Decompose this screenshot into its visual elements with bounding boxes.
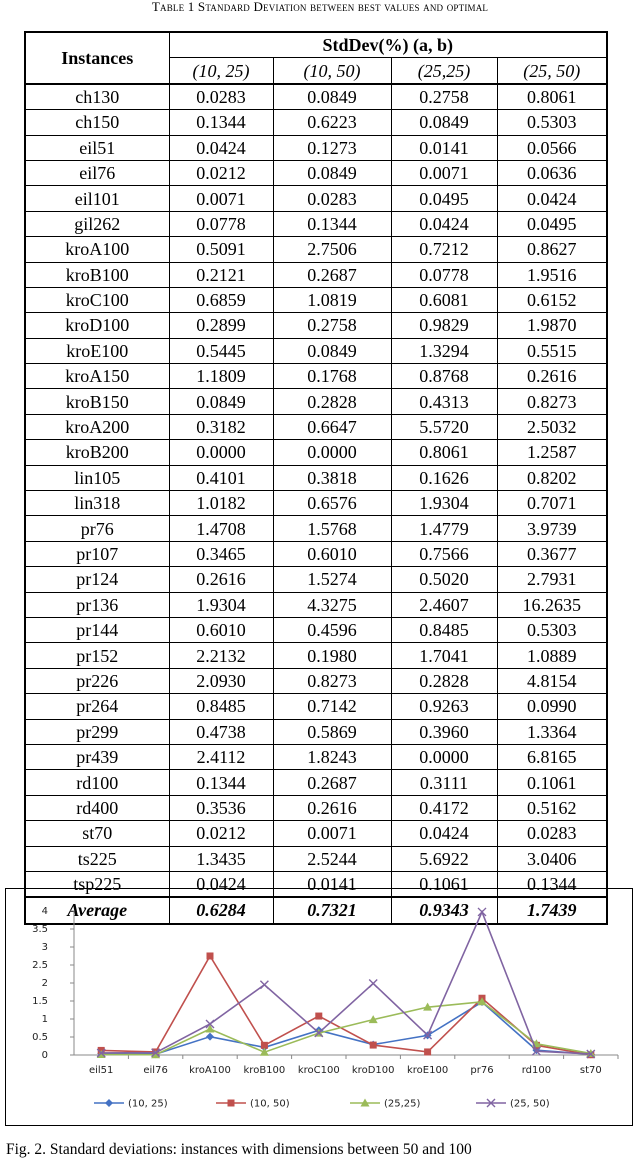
value-cell: 0.3111 <box>391 770 497 795</box>
value-cell: 0.3182 <box>169 414 273 439</box>
value-cell: 0.3536 <box>169 795 273 820</box>
value-cell: 5.5720 <box>391 414 497 439</box>
table-row <box>25 110 607 135</box>
instance-cell: kroC100 <box>25 287 169 312</box>
table-row <box>25 313 607 338</box>
instance-cell: kroB100 <box>25 262 169 287</box>
instance-cell: ch130 <box>25 84 169 110</box>
instance-cell: kroA100 <box>25 237 169 262</box>
value-cell: 0.0778 <box>391 262 497 287</box>
value-cell: 0.0283 <box>273 186 391 211</box>
table-row <box>25 516 607 541</box>
instance-cell: pr226 <box>25 668 169 693</box>
value-cell: 0.6010 <box>169 617 273 642</box>
table-row <box>25 617 607 642</box>
value-cell: 0.0424 <box>169 135 273 160</box>
value-cell: 0.2899 <box>169 313 273 338</box>
value-cell: 0.0849 <box>273 160 391 185</box>
instance-cell: eil101 <box>25 186 169 211</box>
x-tick-label: eil76 <box>143 1065 168 1076</box>
data-point <box>206 1033 214 1041</box>
instance-cell: eil76 <box>25 160 169 185</box>
table-row <box>25 643 607 668</box>
table-row <box>25 186 607 211</box>
value-cell: 0.3465 <box>169 541 273 566</box>
value-cell: 0.8768 <box>391 364 497 389</box>
data-point <box>424 1048 431 1055</box>
table-row <box>25 821 607 846</box>
value-cell: 0.8061 <box>391 440 497 465</box>
value-cell: 2.4607 <box>391 592 497 617</box>
value-cell: 0.0071 <box>169 186 273 211</box>
value-cell: 0.4596 <box>273 617 391 642</box>
value-cell: 0.8485 <box>391 617 497 642</box>
value-cell: 0.1980 <box>273 643 391 668</box>
y-tick-label: 1.5 <box>32 996 48 1007</box>
y-tick-label: 3.5 <box>32 924 48 935</box>
x-tick-label: kroA100 <box>189 1065 231 1076</box>
value-cell: 0.0424 <box>391 211 497 236</box>
table-row <box>25 338 607 363</box>
value-cell: 0.1273 <box>273 135 391 160</box>
table-row <box>25 84 607 110</box>
series-line <box>101 956 591 1055</box>
value-cell: 0.0424 <box>169 871 273 897</box>
table-row <box>25 465 607 490</box>
x-tick-label: kroE100 <box>406 1065 449 1076</box>
instance-cell: rd100 <box>25 770 169 795</box>
table-row <box>25 719 607 744</box>
value-cell: 0.0141 <box>273 871 391 897</box>
value-cell: 0.4101 <box>169 465 273 490</box>
y-tick-label: 4 <box>41 906 48 917</box>
table-row <box>25 237 607 262</box>
data-point <box>207 952 214 959</box>
value-cell: 0.5020 <box>391 567 497 592</box>
y-tick-label: 0.5 <box>32 1032 48 1043</box>
value-cell: 0.6081 <box>391 287 497 312</box>
value-cell: 0.2616 <box>273 795 391 820</box>
value-cell: 0.1344 <box>169 770 273 795</box>
average-value: 0.6284 <box>169 897 273 923</box>
value-cell: 16.2635 <box>497 592 607 617</box>
value-cell: 2.5032 <box>497 414 607 439</box>
value-cell: 0.9829 <box>391 313 497 338</box>
value-cell: 1.3435 <box>169 846 273 871</box>
value-cell: 1.9870 <box>497 313 607 338</box>
value-cell: 0.9263 <box>391 694 497 719</box>
value-cell: 0.0849 <box>391 110 497 135</box>
y-tick-label: 3 <box>41 942 48 953</box>
table-row <box>25 135 607 160</box>
value-cell: 0.7212 <box>391 237 497 262</box>
table-row <box>25 744 607 769</box>
data-point <box>478 908 486 916</box>
value-cell: 0.5162 <box>497 795 607 820</box>
table-row <box>25 211 607 236</box>
value-cell: 0.7142 <box>273 694 391 719</box>
value-cell: 1.5768 <box>273 516 391 541</box>
value-cell: 0.4313 <box>391 389 497 414</box>
figure-caption: Fig. 2. Standard deviations: instances with dimensions between 50 and 100 <box>6 1141 472 1158</box>
value-cell: 0.2758 <box>391 84 497 110</box>
value-cell: 1.4779 <box>391 516 497 541</box>
table-row <box>25 414 607 439</box>
value-cell: 2.5244 <box>273 846 391 871</box>
table-body <box>25 84 607 924</box>
value-cell: 0.3677 <box>497 541 607 566</box>
value-cell: 0.6647 <box>273 414 391 439</box>
instance-cell: ch150 <box>25 110 169 135</box>
instance-cell: kroE100 <box>25 338 169 363</box>
value-cell: 0.6010 <box>273 541 391 566</box>
subheader-2: (25,25) <box>391 58 497 84</box>
instance-cell: gil262 <box>25 211 169 236</box>
value-cell: 1.8243 <box>273 744 391 769</box>
value-cell: 1.0819 <box>273 287 391 312</box>
value-cell: 1.0182 <box>169 491 273 516</box>
value-cell: 0.2121 <box>169 262 273 287</box>
table-row <box>25 694 607 719</box>
value-cell: 0.1061 <box>497 770 607 795</box>
table-row <box>25 567 607 592</box>
value-cell: 0.7071 <box>497 491 607 516</box>
value-cell: 0.6576 <box>273 491 391 516</box>
value-cell: 1.9304 <box>391 491 497 516</box>
value-cell: 1.1809 <box>169 364 273 389</box>
subheader-1: (10, 50) <box>273 58 391 84</box>
value-cell: 0.8273 <box>497 389 607 414</box>
value-cell: 2.7506 <box>273 237 391 262</box>
instance-cell: pr439 <box>25 744 169 769</box>
value-cell: 0.0990 <box>497 694 607 719</box>
value-cell: 2.4112 <box>169 744 273 769</box>
instance-cell: pr136 <box>25 592 169 617</box>
value-cell: 0.0636 <box>497 160 607 185</box>
value-cell: 3.9739 <box>497 516 607 541</box>
table-row <box>25 846 607 871</box>
value-cell: 0.2616 <box>497 364 607 389</box>
value-cell: 0.0283 <box>169 84 273 110</box>
value-cell: 0.8202 <box>497 465 607 490</box>
value-cell: 0.6223 <box>273 110 391 135</box>
average-value: 0.9343 <box>391 897 497 923</box>
instance-cell: pr264 <box>25 694 169 719</box>
y-tick-label: 1 <box>41 1014 48 1025</box>
x-tick-label: kroC100 <box>297 1065 340 1076</box>
value-cell: 0.0141 <box>391 135 497 160</box>
value-cell: 0.1061 <box>391 871 497 897</box>
value-cell: 0.5303 <box>497 617 607 642</box>
subheader-3: (25, 50) <box>497 58 607 84</box>
table-row <box>25 389 607 414</box>
table-row <box>25 795 607 820</box>
value-cell: 0.0424 <box>391 821 497 846</box>
data-point <box>369 979 377 987</box>
value-cell: 0.3818 <box>273 465 391 490</box>
value-cell: 0.0071 <box>391 160 497 185</box>
value-cell: 0.0000 <box>169 440 273 465</box>
instance-cell: lin318 <box>25 491 169 516</box>
instance-cell: kroD100 <box>25 313 169 338</box>
table-row <box>25 287 607 312</box>
instance-cell: pr107 <box>25 541 169 566</box>
value-cell: 4.8154 <box>497 668 607 693</box>
table-row <box>25 592 607 617</box>
series-line <box>101 1002 591 1055</box>
value-cell: 0.4172 <box>391 795 497 820</box>
value-cell: 1.7041 <box>391 643 497 668</box>
legend-label: (10, 50) <box>250 1098 290 1110</box>
instance-cell: rd400 <box>25 795 169 820</box>
value-cell: 2.7931 <box>497 567 607 592</box>
value-cell: 2.2132 <box>169 643 273 668</box>
value-cell: 0.0000 <box>273 440 391 465</box>
instance-cell: pr152 <box>25 643 169 668</box>
value-cell: 0.8627 <box>497 237 607 262</box>
value-cell: 0.0424 <box>497 186 607 211</box>
x-tick-label: rd100 <box>521 1065 552 1076</box>
value-cell: 0.0212 <box>169 160 273 185</box>
instance-cell: pr124 <box>25 567 169 592</box>
subheader-0: (10, 25) <box>169 58 273 84</box>
value-cell: 0.7566 <box>391 541 497 566</box>
instance-cell: kroB200 <box>25 440 169 465</box>
table-row <box>25 160 607 185</box>
y-tick-label: 0 <box>41 1050 48 1061</box>
table-row <box>25 364 607 389</box>
value-cell: 1.5274 <box>273 567 391 592</box>
instance-cell: pr144 <box>25 617 169 642</box>
value-cell: 0.5303 <box>497 110 607 135</box>
table-row <box>25 491 607 516</box>
value-cell: 6.8165 <box>497 744 607 769</box>
instance-cell: kroB150 <box>25 389 169 414</box>
value-cell: 0.0000 <box>391 744 497 769</box>
value-cell: 0.8485 <box>169 694 273 719</box>
value-cell: 0.5869 <box>273 719 391 744</box>
value-cell: 0.5445 <box>169 338 273 363</box>
value-cell: 0.3960 <box>391 719 497 744</box>
instance-cell: lin105 <box>25 465 169 490</box>
average-value: 1.7439 <box>497 897 607 923</box>
legend-label: (25, 50) <box>510 1098 550 1110</box>
y-tick-label: 2.5 <box>32 960 48 971</box>
average-label: Average <box>25 897 169 923</box>
value-cell: 0.2616 <box>169 567 273 592</box>
table-caption: Table 1 Standard Deviation between best values and optimal <box>151 0 489 14</box>
instance-cell: pr299 <box>25 719 169 744</box>
value-cell: 1.3364 <box>497 719 607 744</box>
value-cell: 0.8273 <box>273 668 391 693</box>
value-cell: 0.1344 <box>273 211 391 236</box>
value-cell: 1.3294 <box>391 338 497 363</box>
value-cell: 2.0930 <box>169 668 273 693</box>
value-cell: 0.1344 <box>169 110 273 135</box>
value-cell: 1.9304 <box>169 592 273 617</box>
value-cell: 0.1344 <box>497 871 607 897</box>
value-cell: 0.0849 <box>273 338 391 363</box>
table-row <box>25 770 607 795</box>
data-point <box>105 1099 113 1107</box>
value-cell: 0.1768 <box>273 364 391 389</box>
table-row <box>25 541 607 566</box>
value-cell: 1.0889 <box>497 643 607 668</box>
value-cell: 1.2587 <box>497 440 607 465</box>
x-tick-label: st70 <box>579 1065 602 1076</box>
data-point <box>315 1013 322 1020</box>
value-cell: 0.2828 <box>391 668 497 693</box>
value-cell: 0.0778 <box>169 211 273 236</box>
value-cell: 0.0283 <box>497 821 607 846</box>
value-cell: 0.6152 <box>497 287 607 312</box>
value-cell: 0.5515 <box>497 338 607 363</box>
table-row <box>25 440 607 465</box>
value-cell: 0.0495 <box>497 211 607 236</box>
y-tick-label: 2 <box>41 978 48 989</box>
value-cell: 0.2687 <box>273 770 391 795</box>
value-cell: 0.2828 <box>273 389 391 414</box>
legend-label: (10, 25) <box>128 1098 168 1110</box>
instance-cell: tsp225 <box>25 871 169 897</box>
data-point <box>228 1100 235 1107</box>
instance-cell: st70 <box>25 821 169 846</box>
x-tick-label: kroD100 <box>351 1065 395 1076</box>
instance-cell: ts225 <box>25 846 169 871</box>
value-cell: 0.4738 <box>169 719 273 744</box>
x-tick-label: kroB100 <box>243 1065 286 1076</box>
table-row <box>25 262 607 287</box>
value-cell: 1.9516 <box>497 262 607 287</box>
value-cell: 0.2687 <box>273 262 391 287</box>
value-cell: 3.0406 <box>497 846 607 871</box>
stddev-table <box>24 31 608 925</box>
value-cell: 0.0566 <box>497 135 607 160</box>
value-cell: 0.5091 <box>169 237 273 262</box>
instance-cell: kroA200 <box>25 414 169 439</box>
value-cell: 0.6859 <box>169 287 273 312</box>
header-instances: Instances <box>25 32 169 84</box>
value-cell: 4.3275 <box>273 592 391 617</box>
header-stddev: StdDev(%) (a, b) <box>169 32 607 58</box>
value-cell: 0.2758 <box>273 313 391 338</box>
value-cell: 0.0495 <box>391 186 497 211</box>
instance-cell: pr76 <box>25 516 169 541</box>
instance-cell: kroA150 <box>25 364 169 389</box>
data-point <box>370 1042 377 1049</box>
line-chart <box>6 889 632 1125</box>
table-row <box>25 668 607 693</box>
value-cell: 0.1626 <box>391 465 497 490</box>
average-value: 0.7321 <box>273 897 391 923</box>
value-cell: 0.0849 <box>273 84 391 110</box>
x-tick-label: pr76 <box>470 1065 494 1076</box>
instance-cell: eil51 <box>25 135 169 160</box>
value-cell: 0.0849 <box>169 389 273 414</box>
x-tick-label: eil51 <box>88 1065 114 1076</box>
chart-frame <box>5 888 633 1126</box>
value-cell: 5.6922 <box>391 846 497 871</box>
value-cell: 0.0071 <box>273 821 391 846</box>
value-cell: 1.4708 <box>169 516 273 541</box>
legend-label: (25,25) <box>384 1098 421 1110</box>
data-point <box>260 981 268 989</box>
value-cell: 0.8061 <box>497 84 607 110</box>
value-cell: 0.0212 <box>169 821 273 846</box>
